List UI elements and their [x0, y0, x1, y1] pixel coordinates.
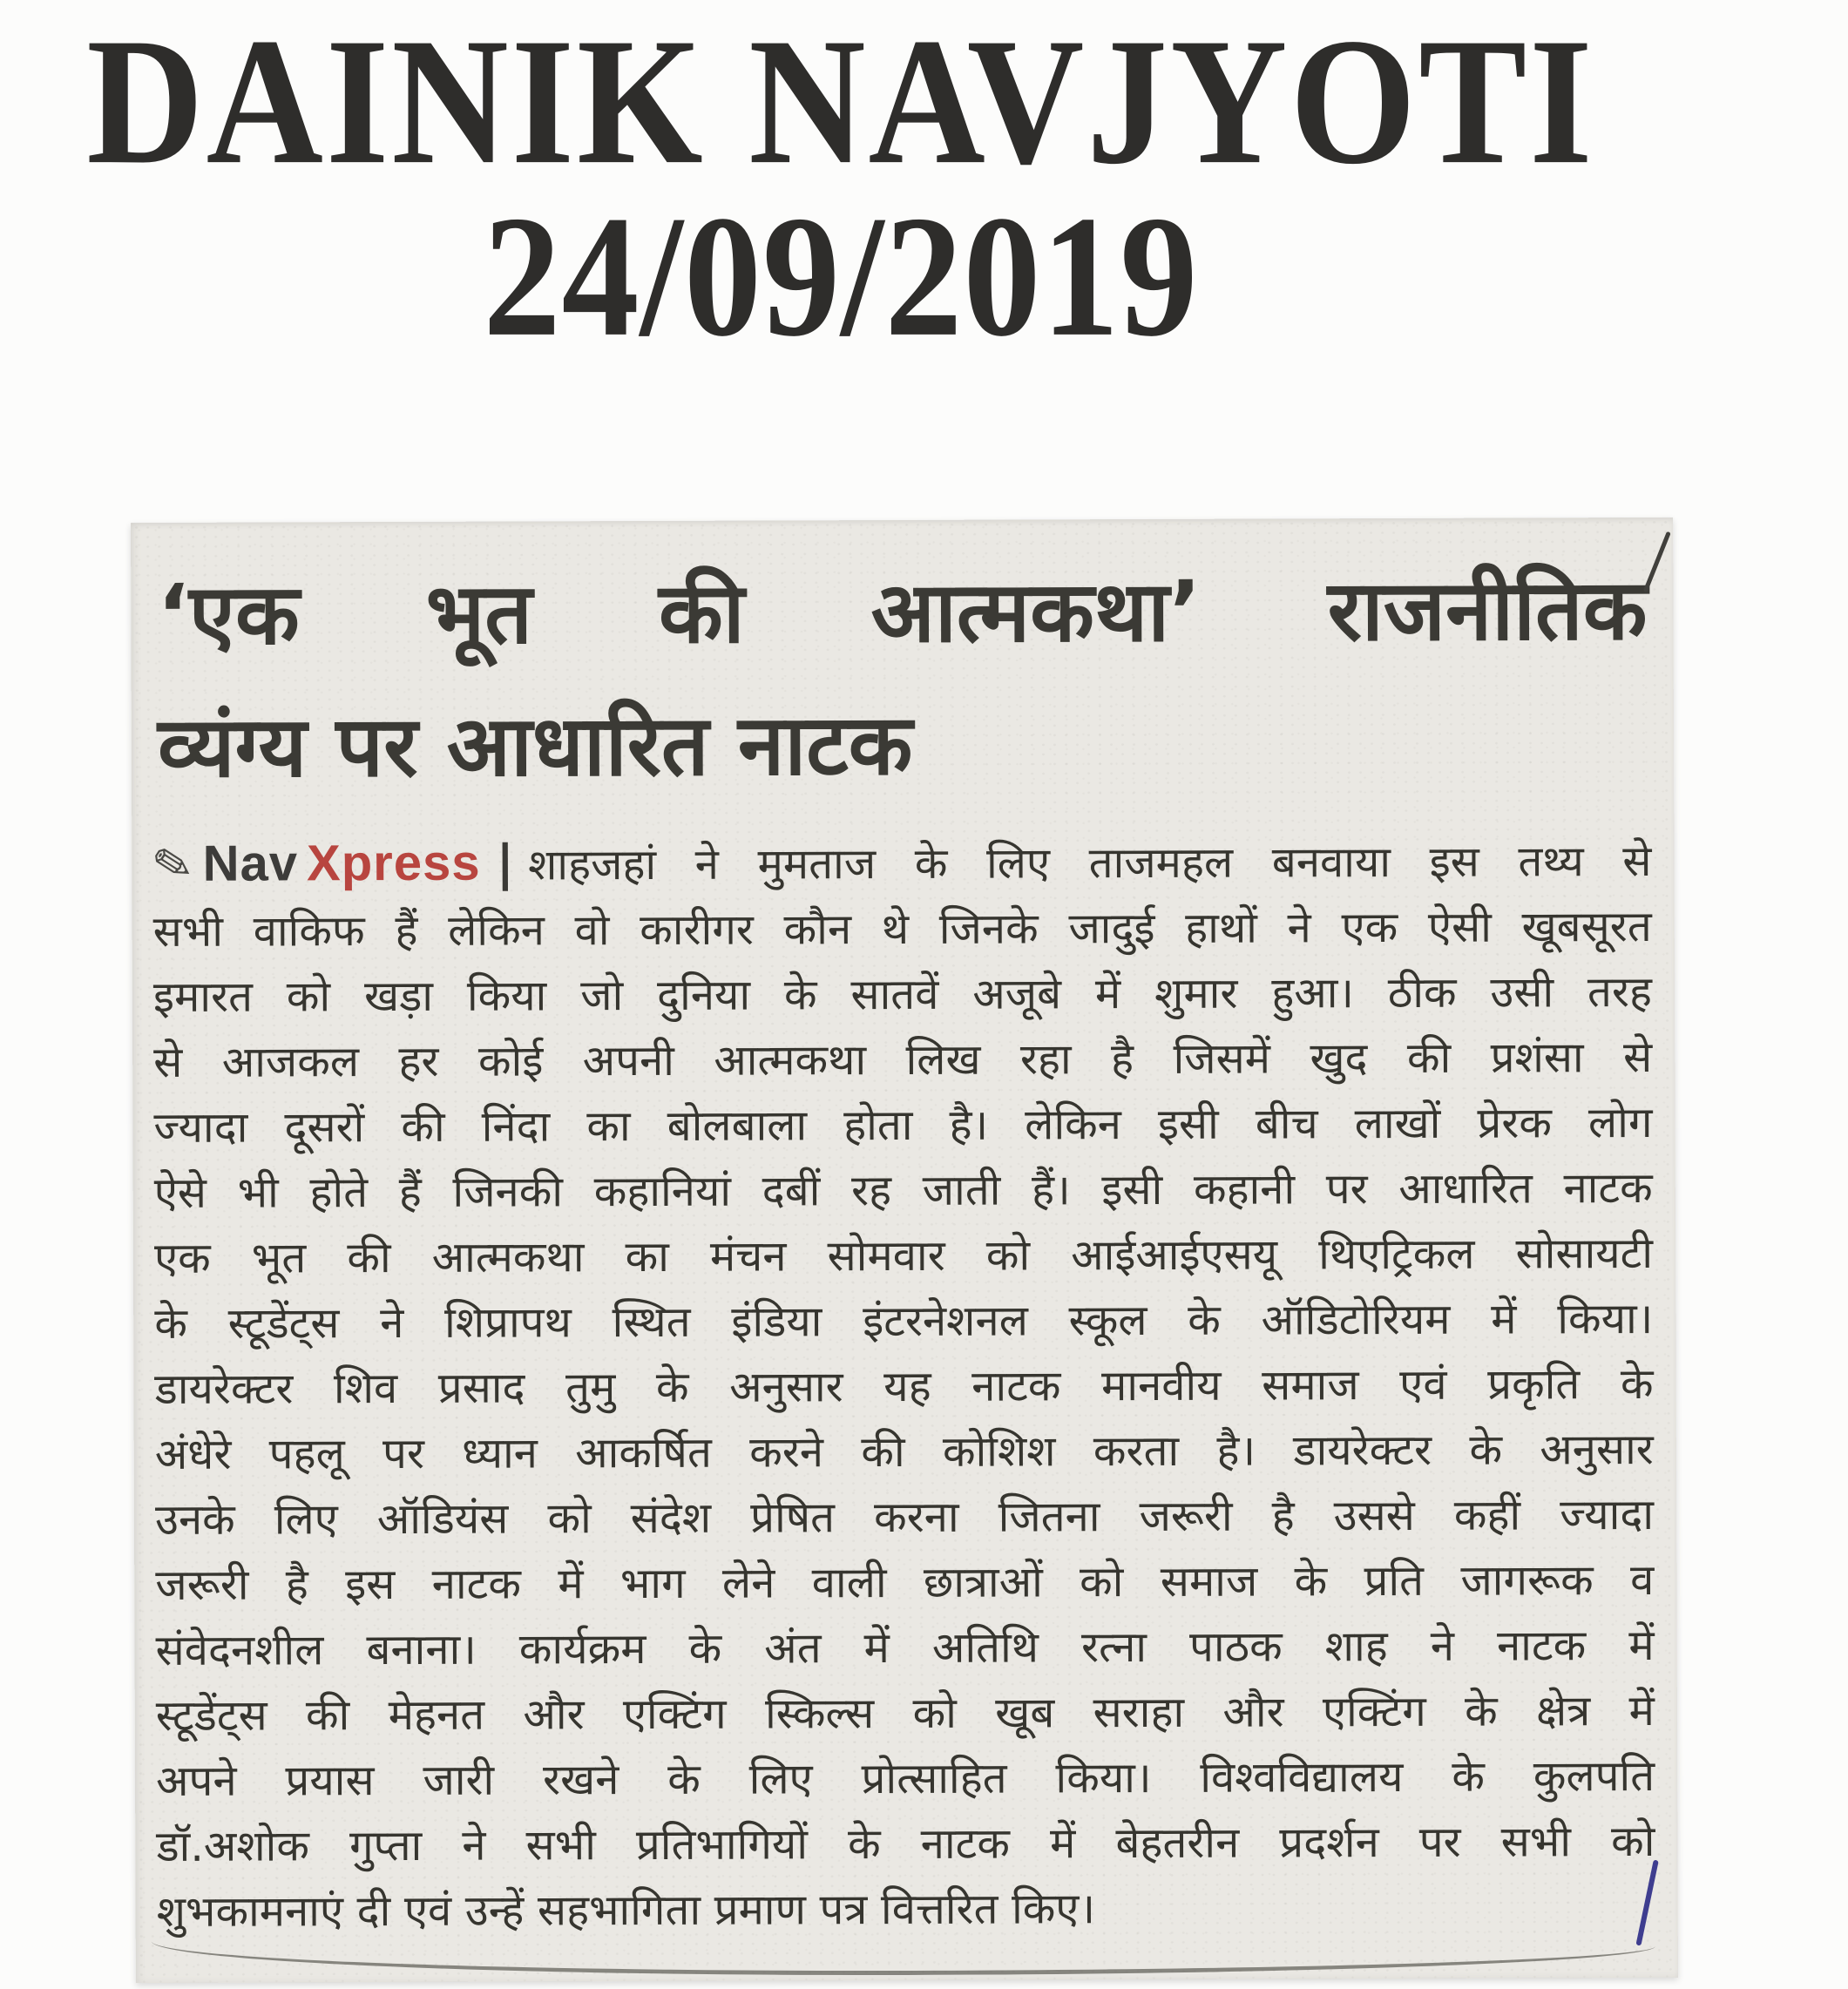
newspaper-clipping [131, 518, 1678, 1983]
body-line: संवेदनशील बनाना। कार्यक्रम के अंत में अतिथि रत्ना पाठक शाह ने नाटक में [155, 1620, 1655, 1676]
article-body [147, 826, 1655, 1945]
publication-date: 24/09/2019 [483, 179, 1199, 373]
body-line: एक भूत की आत्मकथा का मंचन सोमवार को आईआईएसयू थिएट्रिकल सोसायटी [153, 1228, 1654, 1284]
body-line: सभी वाकिफ हैं लेकिन वो कारीगर कौन थे जिनके जादुई हाथों ने एक ऐसी खूबसूरत [152, 902, 1652, 957]
byline-separator: | [496, 835, 515, 892]
body-line: डायरेक्टर शिव प्रसाद तुमु के अनुसार यह नाटक मानवीय समाज एवं प्रकृति के [154, 1359, 1654, 1415]
body-line: से आजकल हर कोई अपनी आत्मकथा लिख रहा है जिसमें खुद की प्रशंसा से [153, 1032, 1653, 1088]
body-line: उनके लिए ऑडियंस को संदेश प्रेषित करना जितना जरूरी है उससे कहीं ज्यादा [154, 1489, 1655, 1546]
body-line: के स्टूडेंट्स ने शिप्रापथ स्थित इंडिया इंटरनेशनल स्कूल के ऑडिटोरियम में किया। [154, 1294, 1654, 1350]
body-line: ऐसे भी होते हैं जिनकी कहानियां दबीं रह जाती हैं। इसी कहानी पर आधारित नाटक [153, 1163, 1653, 1219]
newspaper-masthead: DAINIK NAVJYOTI [86, 1, 1595, 203]
pen-icon: ✎ [147, 833, 198, 896]
body-line: जरूरी है इस नाटक में भाग लेने वाली छात्राओं को समाज के प्रति जागरूक व [155, 1554, 1655, 1611]
masthead-block [0, 1, 1682, 373]
headline-line-1: ‘एक भूत की आत्मकथा’ राजनीतिक [157, 561, 1648, 664]
brand-nav-label: Nav [202, 835, 299, 892]
body-line: अंधेरे पहलू पर ध्यान आकर्षित करने की कोशिश करता है। डायरेक्टर के अनुसार [154, 1424, 1654, 1480]
article-headline [157, 544, 1648, 814]
body-line: डॉ.अशोक गुप्ता ने सभी प्रतिभागियों के नाटक में बेहतरीन प्रदर्शन पर सभी को [156, 1816, 1655, 1872]
body-line-with-byline [147, 826, 1652, 899]
body-line: शुभकामनाएं दी एवं उन्हें सहभागिता प्रमाण पत्र वित्तरित किए। [156, 1884, 1096, 1938]
body-line: ज्यादा दूसरों की निंदा का बोलबाला होता है। लेकिन इसी बीच लाखों प्रेरक लोग [153, 1098, 1653, 1153]
headline-line-2: व्यंग्य पर आधारित नाटक [157, 695, 913, 796]
body-line: इमारत को खड़ा किया जो दुनिया के सातवें अजूबे में शुमार हुआ। ठीक उसी तरह [152, 967, 1653, 1023]
body-lines [153, 894, 1655, 1945]
body-line-text: शाहजहां ने मुमताज के लिए ताजमहल बनवाया इस तथ्य से [527, 836, 1652, 890]
body-line: अपने प्रयास जारी रखने के लिए प्रोत्साहित किया। विश्वविद्यालय के कुलपति [156, 1750, 1655, 1807]
pen-mark-top-right [1643, 531, 1671, 593]
brand-xpress-label: Xpress [306, 834, 481, 892]
body-line: स्टूडेंट्स की मेहनत और एक्टिंग स्किल्स को खूब सराहा और एक्टिंग के क्षेत्र में [155, 1685, 1655, 1742]
